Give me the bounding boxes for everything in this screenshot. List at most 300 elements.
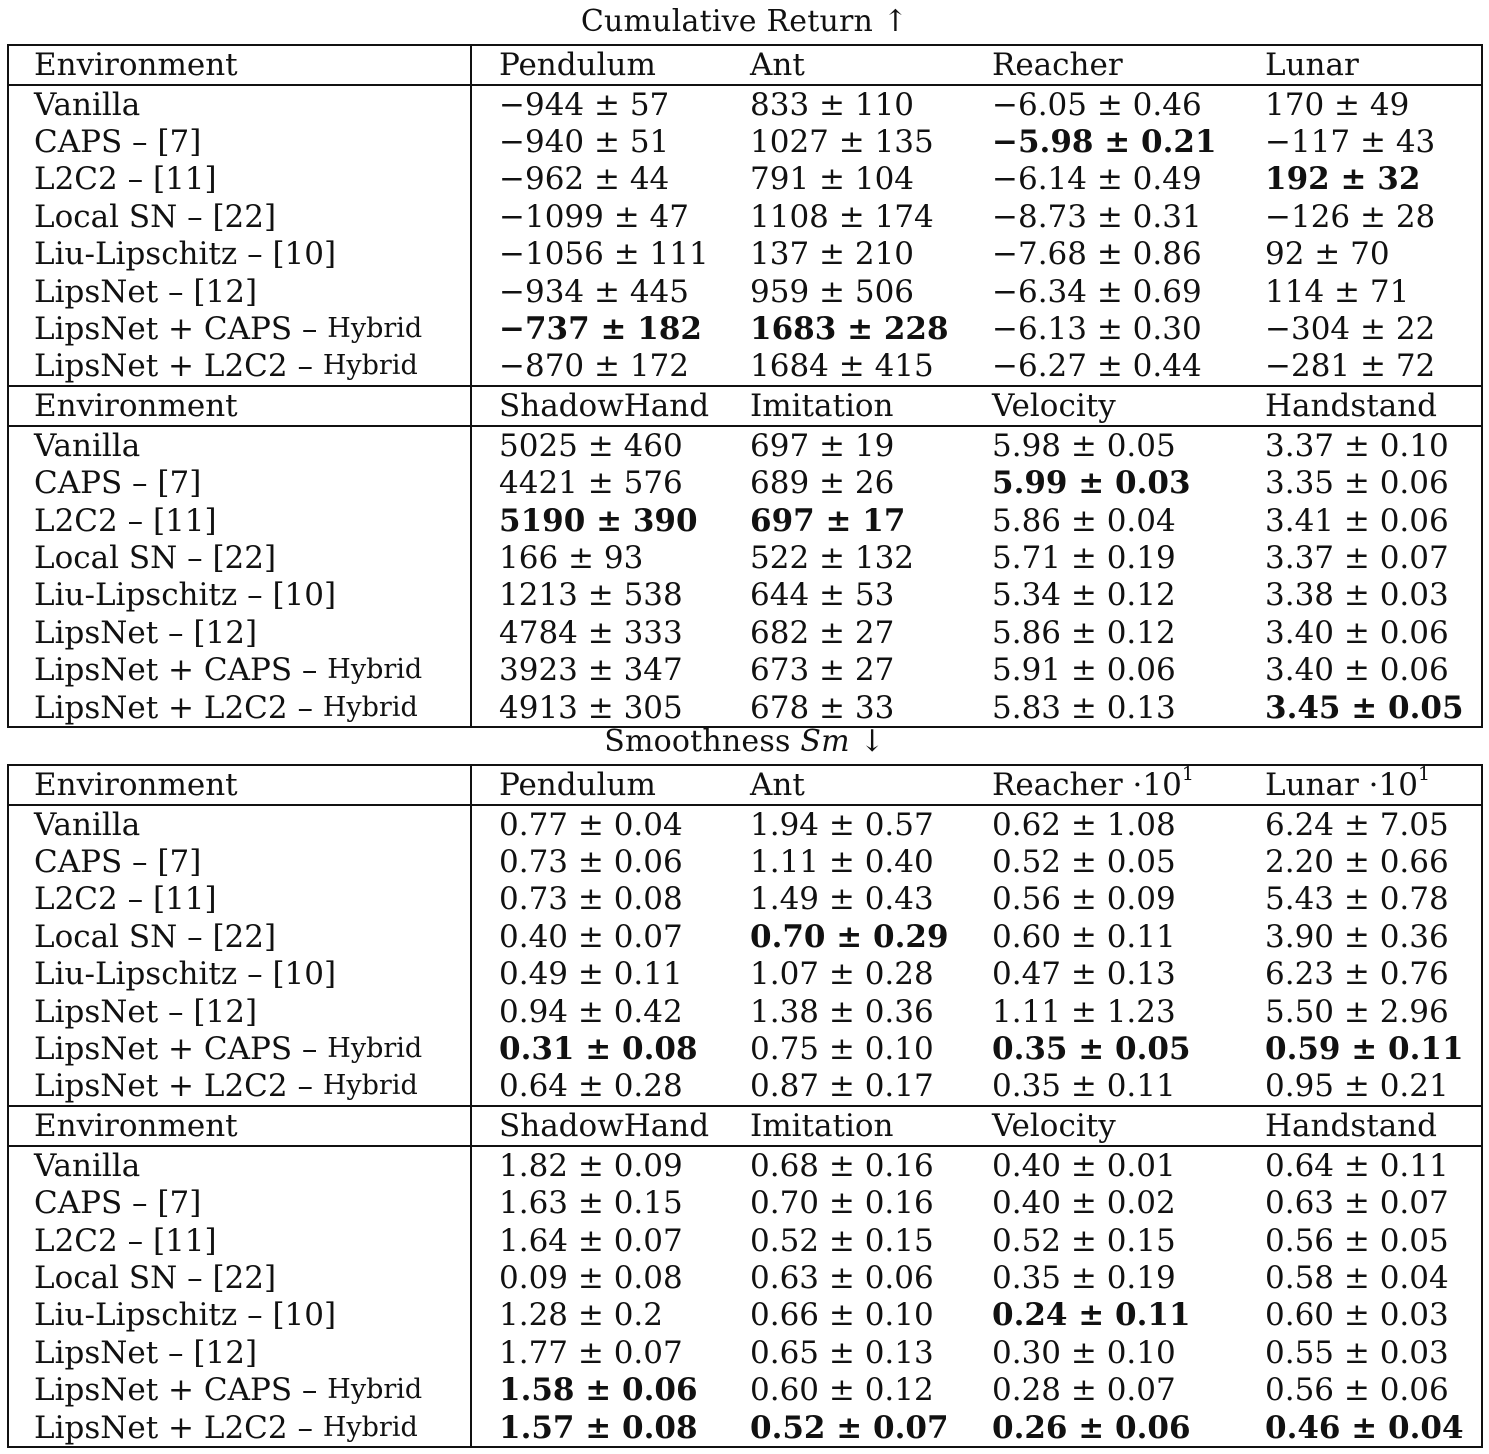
column-header-label: Reacher ·10 [992, 767, 1182, 803]
value-cell: 673 ± 27 [750, 652, 895, 689]
table-row [9, 1185, 1481, 1222]
method-reference: [22] [212, 198, 277, 235]
value-cell: 1.82 ± 0.09 [499, 1147, 683, 1184]
method-name: LipsNet + CAPS – [34, 311, 318, 348]
value-cell: 5.91 ± 0.06 [992, 652, 1176, 689]
value-cell: 0.60 ± 0.11 [992, 918, 1176, 955]
table-row [9, 348, 1481, 385]
method-cell [9, 1030, 472, 1067]
method-name: LipsNet + L2C2 – [34, 1409, 313, 1446]
table-row [9, 465, 1481, 502]
method-cell [9, 993, 472, 1030]
method-reference: Hybrid [322, 1411, 418, 1443]
results-table-smoothness [7, 764, 1483, 1448]
method-cell [9, 881, 472, 918]
value-cell: −8.73 ± 0.31 [992, 198, 1202, 235]
method-cell [9, 539, 472, 576]
value-cell: 1.64 ± 0.07 [499, 1222, 683, 1259]
table-row [9, 502, 1481, 539]
section-title-smoothness [0, 724, 1489, 760]
column-header-label: ShadowHand [499, 1108, 710, 1145]
method-cell [9, 843, 472, 880]
value-cell: 114 ± 71 [1265, 273, 1410, 310]
column-header-environment [9, 46, 472, 84]
value-cell: 5.86 ± 0.12 [992, 614, 1176, 651]
method-cell [9, 86, 472, 123]
method-name: Vanilla [34, 1147, 141, 1184]
method-cell [9, 651, 472, 688]
value-cell: 0.68 ± 0.16 [750, 1147, 934, 1184]
value-cell: −870 ± 172 [499, 348, 689, 385]
column-header-label: Ant [750, 47, 805, 83]
value-cell: 678 ± 33 [750, 689, 895, 726]
column-header [992, 762, 1194, 803]
method-name: L2C2 – [34, 161, 144, 198]
table-block [9, 385, 1481, 726]
column-header-exponent: 1 [1181, 762, 1194, 785]
column-header-label: Pendulum [499, 47, 656, 83]
table-row [9, 806, 1481, 843]
method-reference: [22] [212, 1259, 277, 1296]
table-row [9, 123, 1481, 160]
column-header-label: ShadowHand [499, 388, 710, 425]
method-cell [9, 502, 472, 539]
column-header [1265, 762, 1431, 803]
table-header-row [9, 387, 1481, 427]
column-header-label: Pendulum [499, 767, 656, 803]
table-row [9, 1222, 1481, 1259]
method-reference: Hybrid [322, 350, 418, 382]
best-value-cell: 0.35 ± 0.05 [992, 1031, 1191, 1068]
value-cell: 689 ± 26 [750, 465, 895, 502]
method-name: L2C2 – [34, 502, 144, 539]
value-cell: −6.05 ± 0.46 [992, 86, 1202, 123]
table-row [9, 273, 1481, 310]
column-header [499, 767, 656, 803]
method-reference: [10] [272, 1297, 337, 1334]
column-header-label: Environment [34, 47, 238, 83]
method-reference: Hybrid [327, 313, 423, 345]
value-cell: 0.66 ± 0.10 [750, 1297, 934, 1334]
table-body [9, 427, 1481, 726]
table-row [9, 577, 1481, 614]
column-header [1265, 1108, 1437, 1144]
method-reference: Hybrid [327, 1033, 423, 1065]
method-reference: [12] [193, 1334, 258, 1371]
value-cell: 0.62 ± 1.08 [992, 806, 1176, 843]
column-header [992, 47, 1123, 83]
value-cell: 0.95 ± 0.21 [1265, 1068, 1449, 1105]
column-header-label: Reacher [992, 47, 1123, 83]
value-cell: 137 ± 210 [750, 236, 915, 273]
column-header-environment [9, 387, 472, 425]
method-name: LipsNet + CAPS – [34, 1031, 318, 1068]
method-reference: [11] [152, 881, 217, 918]
column-header [750, 1108, 894, 1144]
column-header [499, 1108, 709, 1144]
value-cell: 682 ± 27 [750, 614, 895, 651]
value-cell: 0.94 ± 0.42 [499, 993, 683, 1030]
table-row [9, 1297, 1481, 1334]
value-cell: 0.56 ± 0.06 [1265, 1372, 1449, 1409]
method-reference: [10] [272, 956, 337, 993]
method-name: Vanilla [34, 427, 141, 464]
value-cell: 6.23 ± 0.76 [1265, 956, 1449, 993]
method-cell [9, 918, 472, 955]
value-cell: −962 ± 44 [499, 161, 670, 198]
table-row [9, 993, 1481, 1030]
value-cell: 0.40 ± 0.07 [499, 918, 683, 955]
method-cell [9, 1371, 472, 1408]
method-reference: [10] [272, 577, 337, 614]
section-title-text: Smoothness Sm ↓ [604, 724, 885, 759]
table-row [9, 236, 1481, 273]
method-name: Local SN – [34, 539, 203, 576]
value-cell: 0.55 ± 0.03 [1265, 1334, 1449, 1371]
value-cell: 3.40 ± 0.06 [1265, 652, 1449, 689]
value-cell: 0.64 ± 0.28 [499, 1068, 683, 1105]
value-cell: 0.75 ± 0.10 [750, 1031, 934, 1068]
method-cell [9, 1222, 472, 1259]
best-value-cell: 0.59 ± 0.11 [1265, 1031, 1464, 1068]
value-cell: 5.43 ± 0.78 [1265, 881, 1449, 918]
results-table-cumulative-return [7, 44, 1483, 728]
column-header [992, 388, 1116, 424]
value-cell: −117 ± 43 [1265, 124, 1436, 161]
value-cell: 0.63 ± 0.07 [1265, 1185, 1449, 1222]
value-cell: 170 ± 49 [1265, 86, 1410, 123]
column-header-label: Environment [34, 388, 238, 425]
value-cell: 92 ± 70 [1265, 236, 1390, 273]
value-cell: 644 ± 53 [750, 577, 895, 614]
method-reference: [12] [193, 273, 258, 310]
best-value-cell: 0.24 ± 0.11 [992, 1297, 1191, 1334]
column-header [1265, 388, 1437, 424]
best-value-cell: −5.98 ± 0.21 [992, 124, 1217, 161]
method-reference: [22] [212, 539, 277, 576]
method-name: L2C2 – [34, 881, 144, 918]
table-row [9, 614, 1481, 651]
value-cell: 3.90 ± 0.36 [1265, 918, 1449, 955]
method-name: LipsNet – [34, 273, 184, 310]
value-cell: 4913 ± 305 [499, 689, 683, 726]
table-body [9, 86, 1481, 385]
value-cell: 0.73 ± 0.06 [499, 844, 683, 881]
table-row [9, 310, 1481, 347]
value-cell: −6.34 ± 0.69 [992, 273, 1202, 310]
method-name: L2C2 – [34, 1222, 144, 1259]
table-row [9, 881, 1481, 918]
value-cell: 3.41 ± 0.06 [1265, 502, 1449, 539]
best-value-cell: 0.26 ± 0.06 [992, 1409, 1191, 1446]
method-cell [9, 1334, 472, 1371]
table-row [9, 1147, 1481, 1184]
value-cell: 1027 ± 135 [750, 124, 934, 161]
method-name: Local SN – [34, 198, 203, 235]
best-value-cell: 5190 ± 390 [499, 502, 698, 539]
table-block [9, 46, 1481, 385]
column-header-label: Ant [750, 767, 805, 803]
value-cell: 959 ± 506 [750, 273, 915, 310]
value-cell: 3.40 ± 0.06 [1265, 614, 1449, 651]
value-cell: 5.86 ± 0.04 [992, 502, 1176, 539]
method-reference: [12] [193, 993, 258, 1030]
column-header-label: Handstand [1265, 1108, 1437, 1145]
best-value-cell: 5.99 ± 0.03 [992, 465, 1191, 502]
method-cell [9, 427, 472, 464]
method-reference: [11] [152, 1222, 217, 1259]
value-cell: 1108 ± 174 [750, 198, 934, 235]
value-cell: 0.47 ± 0.13 [992, 956, 1176, 993]
best-value-cell: 1.57 ± 0.08 [499, 1409, 698, 1446]
value-cell: −1099 ± 47 [499, 198, 689, 235]
value-cell: −934 ± 445 [499, 273, 689, 310]
best-value-cell: 1.58 ± 0.06 [499, 1372, 698, 1409]
value-cell: 4784 ± 333 [499, 614, 683, 651]
method-cell [9, 577, 472, 614]
method-name: Local SN – [34, 1259, 203, 1296]
value-cell: 0.63 ± 0.06 [750, 1259, 934, 1296]
column-header-label: Imitation [750, 1108, 894, 1145]
value-cell: −126 ± 28 [1265, 198, 1436, 235]
table-row [9, 689, 1481, 726]
value-cell: −6.13 ± 0.30 [992, 311, 1202, 348]
method-name: LipsNet – [34, 614, 184, 651]
value-cell: 791 ± 104 [750, 161, 915, 198]
column-header-label: Velocity [992, 388, 1116, 425]
method-name: Liu-Lipschitz – [34, 956, 263, 993]
method-cell [9, 161, 472, 198]
table-body [9, 1147, 1481, 1446]
method-cell [9, 123, 472, 160]
value-cell: 1.49 ± 0.43 [750, 881, 934, 918]
value-cell: 3.37 ± 0.10 [1265, 427, 1449, 464]
value-cell: 0.40 ± 0.02 [992, 1185, 1176, 1222]
best-value-cell: 697 ± 17 [750, 502, 906, 539]
method-name: CAPS – [34, 844, 148, 881]
value-cell: 1.11 ± 0.40 [750, 844, 934, 881]
column-header [750, 388, 894, 424]
column-header-exponent: 1 [1417, 762, 1431, 785]
method-cell [9, 1147, 472, 1184]
method-name: Vanilla [34, 86, 141, 123]
method-cell [9, 465, 472, 502]
method-cell [9, 1297, 472, 1334]
table-row [9, 427, 1481, 464]
table-row [9, 1334, 1481, 1371]
method-reference: [7] [157, 124, 202, 161]
table-row [9, 1371, 1481, 1408]
value-cell: −940 ± 51 [499, 124, 670, 161]
method-cell [9, 1068, 472, 1105]
column-header-environment [9, 766, 472, 804]
value-cell: 3923 ± 347 [499, 652, 683, 689]
value-cell: 166 ± 93 [499, 539, 644, 576]
column-header-label: Lunar ·10 [1265, 767, 1418, 803]
column-header-label: Handstand [1265, 388, 1437, 425]
method-cell [9, 614, 472, 651]
value-cell: 4421 ± 576 [499, 465, 683, 502]
method-name: LipsNet + L2C2 – [34, 689, 313, 726]
value-cell: 0.35 ± 0.19 [992, 1259, 1176, 1296]
method-reference: [7] [157, 465, 202, 502]
method-cell [9, 348, 472, 385]
value-cell: 3.37 ± 0.07 [1265, 539, 1449, 576]
value-cell: −944 ± 57 [499, 86, 670, 123]
table-block [9, 762, 1481, 1105]
best-value-cell: 0.46 ± 0.04 [1265, 1409, 1464, 1446]
method-reference: [7] [157, 1185, 202, 1222]
value-cell: −281 ± 72 [1265, 348, 1436, 385]
column-header-label: Lunar [1265, 47, 1359, 83]
value-cell: 0.35 ± 0.11 [992, 1068, 1176, 1105]
column-header-label: Environment [34, 767, 238, 803]
section-title-cumulative-return: Cumulative Return ↑ [580, 4, 909, 39]
value-cell: 1.94 ± 0.57 [750, 806, 934, 843]
column-header-label: Environment [34, 1108, 238, 1145]
value-cell: 1.38 ± 0.36 [750, 993, 934, 1030]
method-name: CAPS – [34, 124, 148, 161]
best-value-cell: 1683 ± 228 [750, 311, 949, 348]
column-header-label: Imitation [750, 388, 894, 425]
best-value-cell: 3.45 ± 0.05 [1265, 689, 1464, 726]
method-reference: Hybrid [327, 1374, 423, 1406]
method-cell [9, 310, 472, 347]
value-cell: 0.52 ± 0.05 [992, 844, 1176, 881]
value-cell: 0.60 ± 0.12 [750, 1372, 934, 1409]
method-reference: Hybrid [322, 691, 418, 723]
value-cell: 1.11 ± 1.23 [992, 993, 1176, 1030]
value-cell: 0.28 ± 0.07 [992, 1372, 1176, 1409]
table-row [9, 1030, 1481, 1067]
column-header [1265, 47, 1359, 83]
method-cell [9, 198, 472, 235]
table-row [9, 1068, 1481, 1105]
value-cell: 5025 ± 460 [499, 427, 683, 464]
table-row [9, 651, 1481, 688]
value-cell: 5.83 ± 0.13 [992, 689, 1176, 726]
table-block [9, 1105, 1481, 1446]
method-cell [9, 273, 472, 310]
method-reference: Hybrid [327, 654, 423, 686]
method-cell [9, 1185, 472, 1222]
value-cell: −1056 ± 111 [499, 236, 709, 273]
column-header-label: Velocity [992, 1108, 1116, 1145]
value-cell: −304 ± 22 [1265, 311, 1436, 348]
value-cell: 0.56 ± 0.09 [992, 881, 1176, 918]
value-cell: 1684 ± 415 [750, 348, 934, 385]
method-name: LipsNet + CAPS – [34, 652, 318, 689]
value-cell: 1.63 ± 0.15 [499, 1185, 683, 1222]
method-reference: [12] [193, 614, 258, 651]
best-value-cell: 0.31 ± 0.08 [499, 1031, 698, 1068]
column-header [750, 47, 805, 83]
method-name: CAPS – [34, 465, 148, 502]
value-cell: 0.58 ± 0.04 [1265, 1259, 1449, 1296]
method-cell [9, 689, 472, 726]
method-name: Liu-Lipschitz – [34, 236, 263, 273]
value-cell: 2.20 ± 0.66 [1265, 844, 1449, 881]
value-cell: 6.24 ± 7.05 [1265, 806, 1449, 843]
value-cell: 697 ± 19 [750, 427, 895, 464]
value-cell: 0.73 ± 0.08 [499, 881, 683, 918]
table-header-row [9, 46, 1481, 86]
value-cell: −6.27 ± 0.44 [992, 348, 1202, 385]
method-cell [9, 236, 472, 273]
method-name: Vanilla [34, 806, 141, 843]
method-name: LipsNet + L2C2 – [34, 1068, 313, 1105]
best-value-cell: 192 ± 32 [1265, 161, 1421, 198]
best-value-cell: 0.52 ± 0.07 [750, 1409, 949, 1446]
value-cell: −6.14 ± 0.49 [992, 161, 1202, 198]
value-cell: 0.77 ± 0.04 [499, 806, 683, 843]
value-cell: 0.52 ± 0.15 [992, 1222, 1176, 1259]
table-body [9, 806, 1481, 1105]
value-cell: 0.65 ± 0.13 [750, 1334, 934, 1371]
method-reference: [10] [272, 236, 337, 273]
table-header-row [9, 762, 1481, 806]
table-row [9, 918, 1481, 955]
method-reference: [22] [212, 918, 277, 955]
value-cell: −7.68 ± 0.86 [992, 236, 1202, 273]
value-cell: 0.64 ± 0.11 [1265, 1147, 1449, 1184]
method-cell [9, 1259, 472, 1296]
method-cell [9, 956, 472, 993]
value-cell: 522 ± 132 [750, 539, 915, 576]
value-cell: 0.60 ± 0.03 [1265, 1297, 1449, 1334]
table-row [9, 843, 1481, 880]
value-cell: 5.98 ± 0.05 [992, 427, 1176, 464]
value-cell: 5.50 ± 2.96 [1265, 993, 1449, 1030]
table-row [9, 1409, 1481, 1446]
column-header [750, 767, 805, 803]
table-row [9, 86, 1481, 123]
method-name: CAPS – [34, 1185, 148, 1222]
best-value-cell: 0.70 ± 0.29 [750, 918, 949, 955]
method-name: Liu-Lipschitz – [34, 1297, 263, 1334]
value-cell: 0.09 ± 0.08 [499, 1259, 683, 1296]
value-cell: 3.38 ± 0.03 [1265, 577, 1449, 614]
best-value-cell: −737 ± 182 [499, 311, 702, 348]
table-row [9, 956, 1481, 993]
method-reference: [7] [157, 844, 202, 881]
method-cell [9, 1409, 472, 1446]
column-header [499, 388, 709, 424]
method-reference: [11] [152, 161, 217, 198]
value-cell: 0.87 ± 0.17 [750, 1068, 934, 1105]
column-header-environment [9, 1107, 472, 1145]
value-cell: 5.34 ± 0.12 [992, 577, 1176, 614]
value-cell: 0.56 ± 0.05 [1265, 1222, 1449, 1259]
method-reference: [11] [152, 502, 217, 539]
method-name: Local SN – [34, 918, 203, 955]
method-cell [9, 806, 472, 843]
column-header [992, 1108, 1116, 1144]
method-name: LipsNet + L2C2 – [34, 348, 313, 385]
value-cell: 0.52 ± 0.15 [750, 1222, 934, 1259]
table-row [9, 539, 1481, 576]
value-cell: 0.49 ± 0.11 [499, 956, 683, 993]
table-row [9, 161, 1481, 198]
value-cell: 3.35 ± 0.06 [1265, 465, 1449, 502]
table-row [9, 198, 1481, 235]
table-row [9, 1259, 1481, 1296]
value-cell: 1.07 ± 0.28 [750, 956, 934, 993]
value-cell: 1.28 ± 0.2 [499, 1297, 664, 1334]
method-name: LipsNet + CAPS – [34, 1372, 318, 1409]
method-name: Liu-Lipschitz – [34, 577, 263, 614]
value-cell: 1213 ± 538 [499, 577, 683, 614]
